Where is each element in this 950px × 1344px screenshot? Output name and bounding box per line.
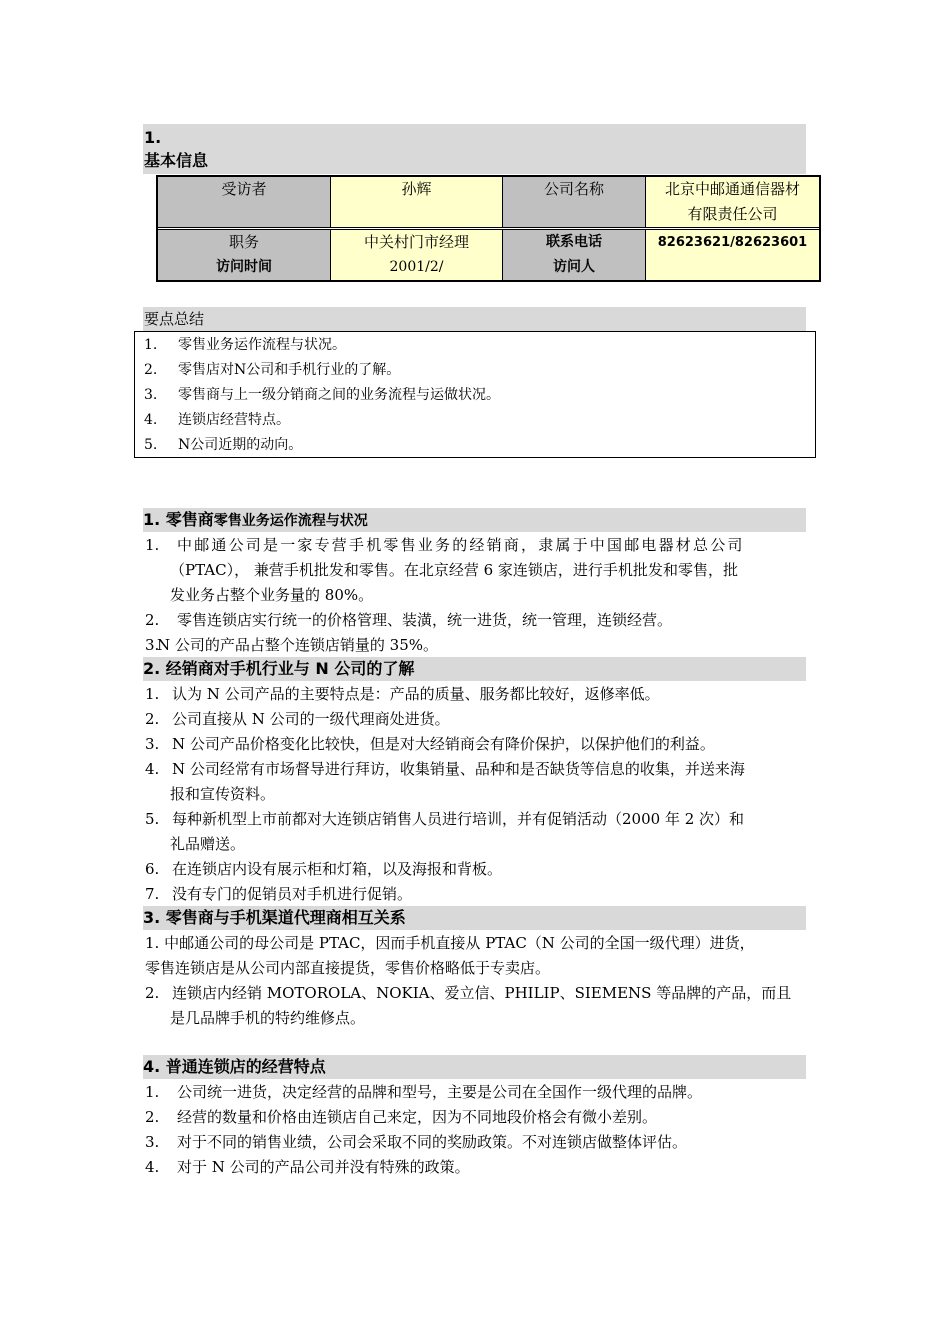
section2-item-cont: 礼品赠送。 (170, 835, 246, 853)
summary-item: 4. 连锁店经营特点。 (144, 412, 290, 428)
basic-info-table (156, 175, 821, 282)
section3-heading: 3. 零售商与手机渠道代理商相互关系 (143, 906, 806, 930)
phone-value: 82623621/82623601 (645, 230, 819, 280)
interviewee-label: 受访者 (158, 177, 330, 227)
section4-item: 2. 经营的数量和价格由连锁店自己来定，因为不同地段价格会有微小差别。 (145, 1108, 658, 1126)
interviewee-value: 孙辉 (330, 177, 502, 227)
section2-item: 2. 公司直接从 N 公司的一级代理商处进货。 (145, 710, 450, 728)
phone-label: 联系电话 (502, 230, 645, 255)
section2-item: 7. 没有专门的促销员对手机进行促销。 (145, 885, 413, 903)
section3-item-2-cont: 是几品牌手机的特约维修点。 (170, 1009, 366, 1027)
section2-item: 1. 认为 N 公司产品的主要特点是：产品的质量、服务都比较好，返修率低。 (145, 685, 660, 703)
section2-item: 4. N 公司经常有市场督导进行拜访，收集销量、品种和是否缺货等信息的收集，并送来海 (145, 760, 745, 778)
company-value-line2: 有限责任公司 (687, 205, 778, 223)
basic-info-header (143, 124, 806, 174)
section1-heading-main: 1. 零售商 (143, 510, 214, 529)
company-value-line1: 北京中邮通通信器材 (664, 180, 800, 198)
section2-item: 3. N 公司产品价格变化比较快，但是对大经销商会有降价保护，以保护他们的利益。 (145, 735, 715, 753)
summary-item: 5. N公司近期的动向。 (144, 437, 303, 453)
summary-list (134, 331, 816, 458)
section2-heading: 2. 经销商对手机行业与 N 公司的了解 (143, 657, 806, 681)
section1-item-2: 2. 零售连锁店实行统一的价格管理、装潢，统一进货，统一管理，连锁经营。 (145, 611, 673, 629)
summary-title: 要点总结 (144, 310, 205, 328)
section1-heading (143, 508, 806, 532)
visit-time-value: 2001/2/ (330, 255, 502, 280)
section2-item: 6. 在连锁店内设有展示柜和灯箱，以及海报和背板。 (145, 860, 503, 878)
summary-item: 3. 零售商与上一级分销商之间的业务流程与运做状况。 (144, 387, 500, 403)
section3-item-2: 2. 连锁店内经销 MOTOROLA、NOKIA、爱立信、PHILIP、SIEMENS 等品牌的产品，而且 (145, 984, 792, 1002)
section3-item-1: 1. 中邮通公司的母公司是 PTAC，因而手机直接从 PTAC（N 公司的全国一级代理）进货， (145, 934, 755, 952)
section4-heading: 4. 普通连锁店的经营特点 (143, 1055, 806, 1079)
section4-item: 1. 公司统一进货，决定经营的品牌和型号，主要是公司在全国作一级代理的品牌。 (145, 1083, 703, 1101)
section2-item-cont: 报和宣传资料。 (170, 785, 276, 803)
section2-item: 5. 每种新机型上市前都对大连锁店销售人员进行培训，并有促销活动（2000 年 2 次）和 (145, 810, 745, 828)
summary-item: 2. 零售店对N公司和手机行业的了解。 (144, 362, 401, 378)
section1-heading-sub: 零售业务运作流程与状况 (213, 513, 368, 529)
visit-time-label: 访问时间 (158, 255, 330, 280)
section3-item-1-cont: 零售连锁店是从公司内部直接提货，零售价格略低于专卖店。 (145, 959, 551, 977)
section4-item: 4. 对于 N 公司的产品公司并没有特殊的政策。 (145, 1158, 470, 1176)
basic-info-number: 1. (144, 128, 162, 147)
position-label: 职务 (158, 230, 330, 255)
section1-item-1-cont: 发业务占整个业务量的 80%。 (170, 586, 374, 604)
summary-header (143, 307, 806, 331)
summary-item: 1. 零售业务运作流程与状况。 (144, 337, 346, 353)
section4-item: 3. 对于不同的销售业绩，公司会采取不同的奖励政策。不对连锁店做整体评估。 (145, 1133, 688, 1151)
visitor-label: 访问人 (502, 255, 645, 280)
position-value: 中关村门市经理 (330, 230, 502, 255)
company-label: 公司名称 (502, 177, 645, 227)
section1-item-3: 3.N 公司的产品占整个连锁店销量的 35%。 (145, 636, 439, 654)
company-value (645, 177, 819, 227)
section1-item-1: 1. 中邮通公司是一家专营手机零售业务的经销商，隶属于中国邮电器材总公司 (145, 536, 745, 554)
basic-info-title: 基本信息 (144, 151, 209, 170)
section1-item-1-cont: （PTAC）， 兼营手机批发和零售。在北京经营 6 家连锁店，进行手机批发和零售，批 (170, 561, 738, 579)
